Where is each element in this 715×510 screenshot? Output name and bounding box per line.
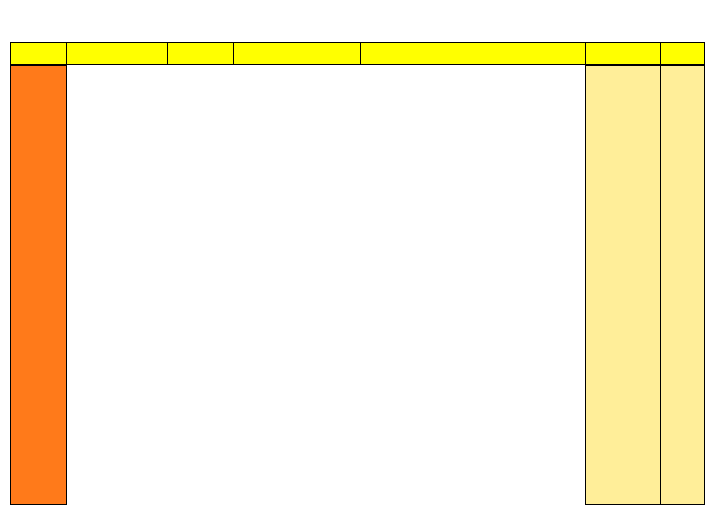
status-column bbox=[660, 65, 705, 505]
header-bandwidth bbox=[167, 42, 234, 65]
level-column bbox=[585, 65, 661, 505]
band-column bbox=[10, 65, 67, 505]
header-frequency bbox=[66, 42, 168, 65]
header-band bbox=[10, 42, 67, 65]
header-mode bbox=[233, 42, 361, 65]
header-note bbox=[360, 42, 586, 65]
header-level bbox=[585, 42, 661, 65]
header-status bbox=[660, 42, 705, 65]
